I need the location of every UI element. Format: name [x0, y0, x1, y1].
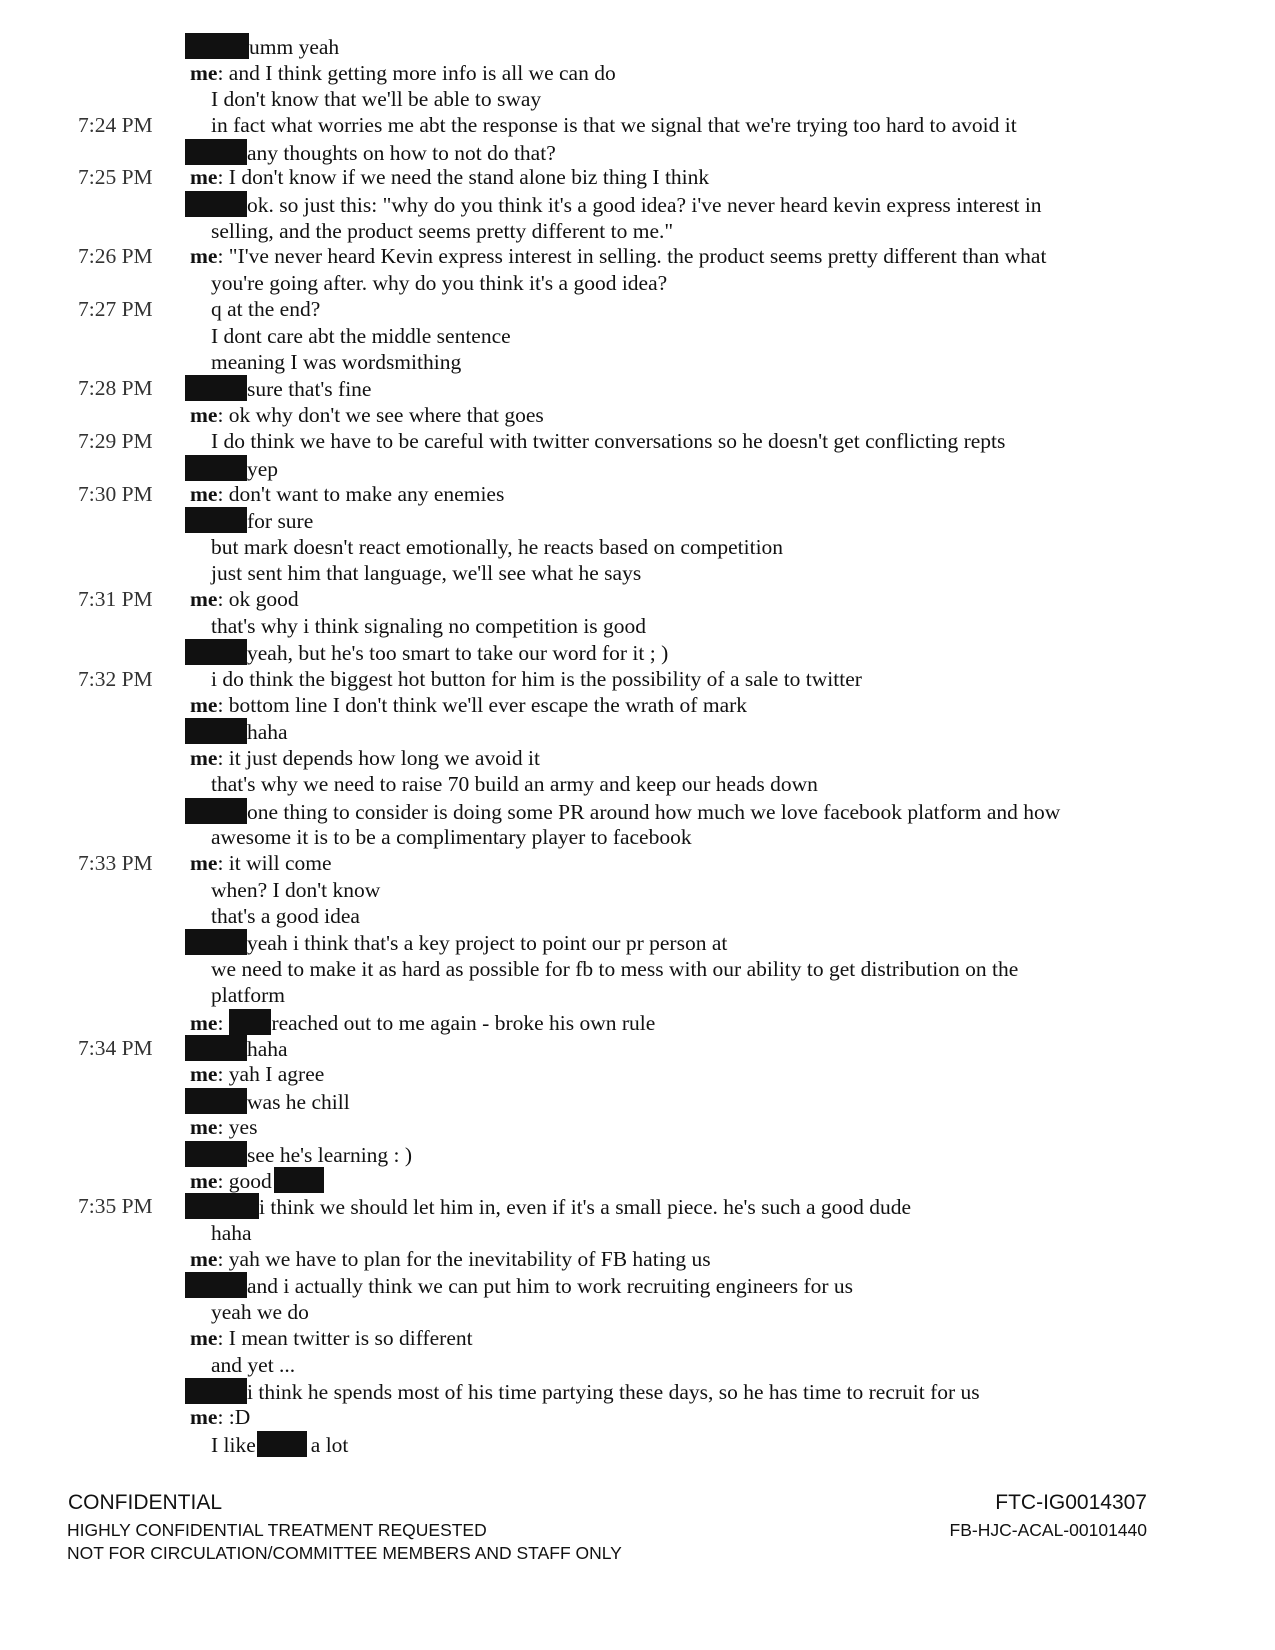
redaction	[185, 1193, 259, 1219]
chat-line	[185, 191, 1042, 219]
chat-line	[185, 375, 371, 403]
speaker-label: me	[190, 482, 218, 506]
chat-line	[211, 323, 511, 350]
speaker-label: me	[190, 587, 218, 611]
chat-line	[185, 718, 288, 746]
message-text: haha	[247, 720, 288, 744]
chat-line	[190, 60, 616, 87]
message-text: i think we should let him in, even if it's a small piece. he's such a good dude	[259, 1195, 912, 1219]
timestamp: 7:27 PM	[78, 297, 153, 321]
speaker-label: me	[190, 403, 218, 427]
speaker-label: me	[190, 851, 218, 875]
chat-line	[185, 1272, 853, 1300]
chat-line	[190, 164, 709, 191]
timestamp: 7:34 PM	[78, 1036, 153, 1060]
message-text: ok. so just this: "why do you think it's a good idea? i've never heard kevin express interest in	[247, 193, 1042, 217]
message-text: any thoughts on how to not do that?	[247, 141, 556, 165]
chat-line	[211, 1431, 348, 1459]
chat-line	[190, 1009, 655, 1037]
message-text: : it will come	[217, 851, 332, 875]
speaker-label: me	[190, 1062, 218, 1086]
circulation-notice: NOT FOR CIRCULATION/COMMITTEE MEMBERS AND STAFF ONLY	[67, 1543, 622, 1563]
chat-line	[190, 692, 747, 719]
chat-line	[190, 1167, 324, 1195]
redaction	[185, 1035, 247, 1061]
chat-line	[211, 771, 818, 798]
message-text: selling, and the product seems pretty different to me."	[211, 219, 674, 243]
speaker-label: me	[190, 61, 218, 85]
chat-line	[185, 1193, 911, 1221]
timestamp: 7:30 PM	[78, 482, 153, 506]
chat-line	[190, 1325, 473, 1352]
speaker-label: me	[190, 1169, 218, 1193]
chat-line	[211, 613, 646, 640]
chat-line	[190, 402, 544, 429]
redaction	[185, 1141, 247, 1167]
redaction	[229, 1009, 271, 1035]
chat-line	[211, 349, 461, 376]
chat-line	[211, 982, 285, 1009]
speaker-label: me	[190, 1326, 218, 1350]
message-text: I like	[211, 1433, 256, 1457]
chat-line	[211, 903, 360, 930]
chat-line	[190, 481, 504, 508]
chat-line	[185, 1035, 288, 1063]
message-text: see he's learning : )	[247, 1143, 413, 1167]
message-text: I do think we have to be careful with twitter conversations so he doesn't get conflicting repts	[211, 429, 1006, 453]
message-text: for sure	[247, 509, 314, 533]
message-text: i do think the biggest hot button for him is the possibility of a sale to twitter	[211, 667, 862, 691]
message-text: :	[217, 1011, 224, 1035]
message-text: umm yeah	[249, 35, 340, 59]
chat-line	[211, 86, 541, 113]
chat-line	[185, 929, 727, 957]
timestamp: 7:31 PM	[78, 587, 153, 611]
message-text: in fact what worries me abt the response is that we signal that we're trying too hard to avoid it	[211, 113, 1017, 137]
message-text: : yah we have to plan for the inevitability of FB hating us	[217, 1247, 711, 1271]
chat-line	[211, 112, 1017, 139]
redaction	[185, 33, 249, 59]
redaction	[185, 718, 247, 744]
message-text: q at the end?	[211, 297, 321, 321]
timestamp: 7:26 PM	[78, 244, 153, 268]
message-text: : it just depends how long we avoid it	[217, 746, 540, 770]
chat-line	[211, 534, 783, 561]
chat-line	[190, 243, 1046, 270]
chat-line	[185, 139, 556, 167]
message-text: and i actually think we can put him to work recruiting engineers for us	[247, 1274, 854, 1298]
chat-line	[185, 507, 313, 535]
speaker-label: me	[190, 1405, 218, 1429]
chat-line	[211, 218, 673, 245]
message-text: : yes	[217, 1115, 258, 1139]
message-text: and yet ...	[211, 1353, 296, 1377]
chat-line	[190, 850, 332, 877]
redaction	[274, 1167, 324, 1193]
speaker-label: me	[190, 165, 218, 189]
message-text: : ok why don't we see where that goes	[217, 403, 544, 427]
redaction	[185, 1088, 247, 1114]
message-text: yep	[247, 457, 279, 481]
redaction	[185, 798, 247, 824]
message-text: I don't know that we'll be able to sway	[211, 87, 542, 111]
bates-number-ftc: FTC-IG0014307	[995, 1491, 1147, 1514]
message-text: haha	[211, 1221, 252, 1245]
speaker-label: me	[190, 1115, 218, 1139]
speaker-label: me	[190, 1247, 218, 1271]
timestamp: 7:35 PM	[78, 1194, 153, 1218]
message-text: just sent him that language, we'll see what he says	[211, 561, 642, 585]
redaction	[185, 1378, 247, 1404]
chat-line	[211, 956, 1018, 983]
chat-line	[190, 745, 540, 772]
chat-line	[190, 1061, 324, 1088]
speaker-label: me	[190, 1011, 218, 1035]
chat-line	[190, 1404, 250, 1431]
treatment-notice: HIGHLY CONFIDENTIAL TREATMENT REQUESTED	[67, 1520, 487, 1540]
message-text: : ok good	[217, 587, 299, 611]
chat-line	[190, 1246, 711, 1273]
chat-line	[211, 824, 692, 851]
redaction	[185, 929, 247, 955]
message-text: you're going after. why do you think it's a good idea?	[211, 271, 668, 295]
message-text: that's why we need to raise 70 build an army and keep our heads down	[211, 772, 818, 796]
message-text: meaning I was wordsmithing	[211, 350, 462, 374]
message-text: when? I don't know	[211, 878, 381, 902]
chat-line	[185, 1141, 412, 1169]
message-text: : I don't know if we need the stand alone biz thing I think	[217, 165, 710, 189]
message-text: : good	[217, 1169, 272, 1193]
redaction	[185, 139, 247, 165]
chat-line	[185, 639, 668, 667]
message-text: awesome it is to be a complimentary player to facebook	[211, 825, 692, 849]
chat-line	[211, 1352, 295, 1379]
message-text: we need to make it as hard as possible for fb to mess with our ability to get distribution on the	[211, 957, 1019, 981]
chat-line	[185, 1378, 980, 1406]
message-text: sure that's fine	[247, 377, 372, 401]
timestamp: 7:29 PM	[78, 429, 153, 453]
message-text: reached out to me again - broke his own rule	[271, 1011, 656, 1035]
chat-line	[185, 455, 278, 483]
chat-line	[211, 666, 862, 693]
speaker-label: me	[190, 693, 218, 717]
chat-line	[211, 1220, 252, 1247]
message-text: : :D	[217, 1405, 251, 1429]
timestamp: 7:33 PM	[78, 851, 153, 875]
message-text: haha	[247, 1037, 288, 1061]
message-text: one thing to consider is doing some PR around how much we love facebook platform and how	[247, 800, 1061, 824]
chat-line	[211, 428, 1005, 455]
timestamp: 7:32 PM	[78, 667, 153, 691]
redaction	[185, 191, 247, 217]
message-text: : "I've never heard Kevin express interest in selling. the product seems pretty different than what	[217, 244, 1047, 268]
redaction	[185, 639, 247, 665]
redaction	[185, 507, 247, 533]
message-text: yeah, but he's too smart to take our word for it ; )	[247, 641, 669, 665]
message-text: : bottom line I don't think we'll ever escape the wrath of mark	[217, 693, 748, 717]
chat-line	[211, 270, 667, 297]
message-text: i think he spends most of his time partying these days, so he has time to recruit for us	[247, 1380, 980, 1404]
speaker-label: me	[190, 244, 218, 268]
chat-line	[211, 560, 641, 587]
message-text: yeah we do	[211, 1300, 309, 1324]
speaker-label: me	[190, 746, 218, 770]
message-text: : and I think getting more info is all we can do	[217, 61, 616, 85]
timestamp: 7:25 PM	[78, 165, 153, 189]
redaction	[185, 455, 247, 481]
message-text: but mark doesn't react emotionally, he reacts based on competition	[211, 535, 784, 559]
chat-line	[185, 33, 339, 61]
message-text: was he chill	[247, 1090, 350, 1114]
chat-line	[211, 1299, 309, 1326]
timestamp: 7:24 PM	[78, 113, 153, 137]
message-text: that's a good idea	[211, 904, 360, 928]
message-text: that's why i think signaling no competition is good	[211, 614, 647, 638]
chat-line	[190, 1114, 257, 1141]
chat-line	[185, 798, 1060, 826]
timestamp: 7:28 PM	[78, 376, 153, 400]
chat-line	[185, 1088, 350, 1116]
message-text: platform	[211, 983, 286, 1007]
bates-number-fb: FB-HJC-ACAL-00101440	[949, 1520, 1147, 1540]
chat-line	[211, 877, 380, 904]
redaction	[257, 1431, 307, 1457]
chat-line	[190, 586, 299, 613]
redaction	[185, 1272, 247, 1298]
chat-line	[211, 296, 320, 323]
confidential-label: CONFIDENTIAL	[68, 1491, 223, 1514]
message-text: : don't want to make any enemies	[217, 482, 505, 506]
message-text: a lot	[310, 1433, 349, 1457]
message-text: : yah I agree	[217, 1062, 325, 1086]
redaction	[185, 375, 247, 401]
message-text: yeah i think that's a key project to point our pr person at	[247, 931, 728, 955]
message-text: I dont care abt the middle sentence	[211, 324, 511, 348]
message-text: : I mean twitter is so different	[217, 1326, 473, 1350]
